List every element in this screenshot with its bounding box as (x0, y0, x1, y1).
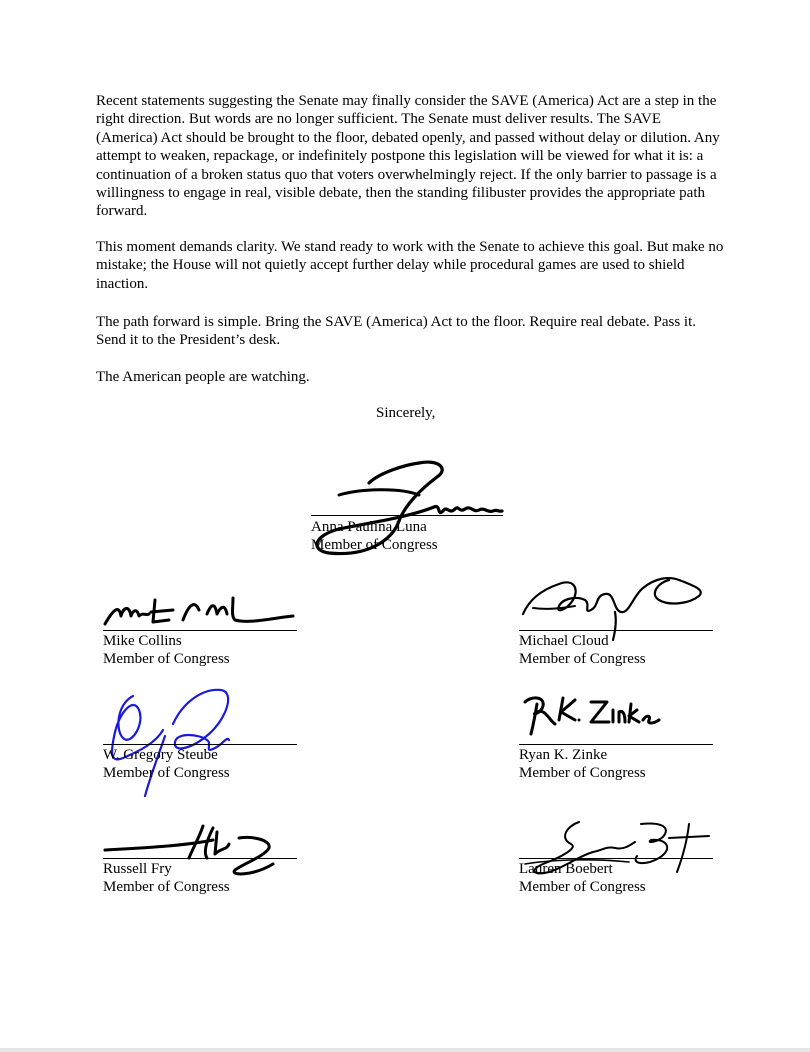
signatory-title: Member of Congress (311, 537, 438, 553)
signatory-name: Mike Collins (103, 633, 182, 649)
page-bottom-edge (0, 1048, 810, 1052)
signatory-title: Member of Congress (103, 879, 230, 895)
signatory-title: Member of Congress (519, 765, 646, 781)
signatory-name: Anna Paulina Luna (311, 519, 427, 535)
signatory-title: Member of Congress (103, 651, 230, 667)
signature-line (103, 744, 297, 745)
signature-block-fry (103, 818, 303, 918)
signatory-name: Michael Cloud (519, 633, 609, 649)
handwritten-signature-zinke (519, 690, 719, 740)
signature-block-boebert (519, 816, 719, 916)
signatory-title: Member of Congress (519, 879, 646, 895)
signature-line (103, 858, 297, 859)
signature-line (103, 630, 297, 631)
body-paragraph-1: Recent statements suggesting the Senate may finally consider the SAVE (America) Act are a step in the right direction. But words are no longer sufficient. The Senate must deliver results. The SAVE (America) Act should be brought to the floor, debated openly, and passed without delay or dilution. Any attempt to weaken, repackage, or indefinitely postpone this legislation will be viewed for what it is: a continuation of a broken status quo that voters overwhelmingly reject. If the only barrier to passage is a willingness to engage in real, visible debate, then the standing filibuster provides the appropriate path forward. (96, 93, 720, 220)
signature-block-zinke (519, 690, 719, 790)
signature-line (519, 858, 713, 859)
signature-block-cloud (519, 570, 719, 670)
signature-block-steube (103, 684, 303, 804)
body-paragraph-2: This moment demands clarity. We stand ready to work with the Senate to achieve this goal. But make no mistake; the House will not quietly accept further delay while procedural games are used to shield inaction. (96, 239, 724, 292)
signatory-title: Member of Congress (103, 765, 230, 781)
signatory-name: Lauren Boebert (519, 861, 613, 877)
handwritten-signature-collins (103, 590, 303, 632)
signature-line (311, 515, 503, 516)
signature-block-collins (103, 590, 303, 670)
signatory-title: Member of Congress (519, 651, 646, 667)
body-paragraph-3: The path forward is simple. Bring the SAVE (America) Act to the floor. Require real debate. Pass it. Send it to the President’s desk. (96, 314, 696, 349)
signatory-name: Ryan K. Zinke (519, 747, 608, 763)
body-paragraph-4: The American people are watching. (96, 369, 310, 385)
closing-salutation: Sincerely, (376, 405, 436, 421)
signatory-name: Russell Fry (103, 861, 172, 877)
signatory-name: W. Gregory Steube (103, 747, 218, 763)
signature-line (519, 744, 713, 745)
signature-block-luna (311, 455, 511, 565)
signature-line (519, 630, 713, 631)
